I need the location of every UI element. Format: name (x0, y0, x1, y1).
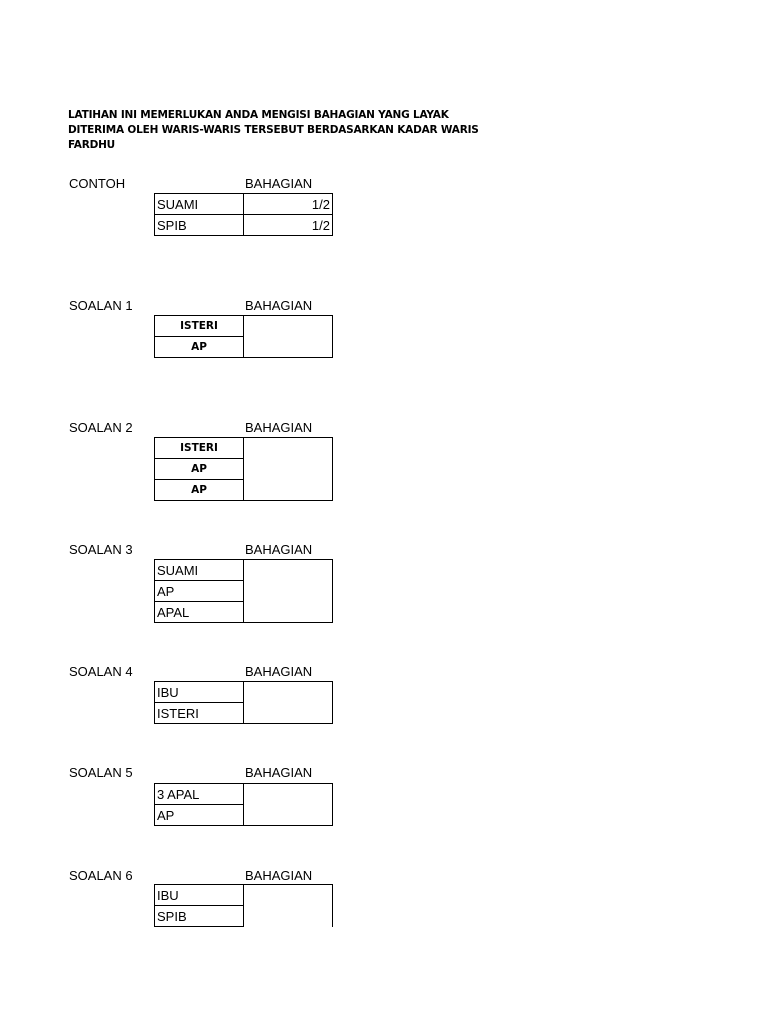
question-table (154, 783, 333, 826)
column-header: BAHAGIAN (245, 420, 313, 435)
column-header: BAHAGIAN (245, 176, 313, 191)
table-row (155, 560, 333, 581)
table-row (155, 438, 333, 459)
table-row (155, 316, 333, 337)
column-header: BAHAGIAN (245, 868, 313, 883)
answer-cell[interactable] (244, 784, 333, 826)
heir-cell: AP (155, 805, 244, 826)
column-header: BAHAGIAN (245, 765, 313, 780)
heir-cell: IBU (155, 885, 244, 906)
heir-cell: AP (155, 337, 244, 358)
heir-cell: AP (155, 459, 244, 480)
heir-cell: AP (155, 480, 244, 501)
answer-cell[interactable] (244, 682, 333, 724)
question-table (154, 437, 333, 501)
heir-cell: ISTERI (155, 316, 244, 337)
question-label: SOALAN 4 (69, 664, 133, 679)
answer-cell[interactable] (244, 885, 333, 927)
question-label: SOALAN 2 (69, 420, 133, 435)
table-row (155, 215, 333, 236)
table-row (155, 885, 333, 906)
instructions-line: DITERIMA OLEH WARIS-WARIS TERSEBUT BERDASARKAN KADAR WARIS (68, 124, 479, 136)
question-table (154, 884, 333, 927)
table-row (155, 194, 333, 215)
share-cell: 1/2 (244, 194, 333, 215)
heir-cell: SPIB (155, 215, 244, 236)
question-table (154, 315, 333, 358)
question-label: SOALAN 5 (69, 765, 133, 780)
instructions-text (68, 108, 498, 153)
answer-cell[interactable] (244, 438, 333, 501)
heir-cell: APAL (155, 602, 244, 623)
column-header: BAHAGIAN (245, 298, 313, 313)
question-table (154, 681, 333, 724)
table-row (155, 784, 333, 805)
heir-cell: 3 APAL (155, 784, 244, 805)
heir-cell: IBU (155, 682, 244, 703)
instructions-line: LATIHAN INI MEMERLUKAN ANDA MENGISI BAHAGIAN YANG LAYAK (68, 109, 449, 121)
answer-cell[interactable] (244, 560, 333, 623)
answer-cell[interactable] (244, 316, 333, 358)
example-label: CONTOH (69, 176, 126, 191)
heir-cell: ISTERI (155, 438, 244, 459)
column-header: BAHAGIAN (245, 542, 313, 557)
question-table (154, 559, 333, 623)
heir-cell: SUAMI (155, 560, 244, 581)
table-row (155, 682, 333, 703)
share-cell: 1/2 (244, 215, 333, 236)
instructions-line: FARDHU (68, 139, 116, 151)
question-label: SOALAN 6 (69, 868, 133, 883)
question-label: SOALAN 3 (69, 542, 133, 557)
question-label: SOALAN 1 (69, 298, 133, 313)
example-table (154, 193, 333, 236)
heir-cell: AP (155, 581, 244, 602)
heir-cell: SPIB (155, 906, 244, 927)
heir-cell: SUAMI (155, 194, 244, 215)
column-header: BAHAGIAN (245, 664, 313, 679)
heir-cell: ISTERI (155, 703, 244, 724)
